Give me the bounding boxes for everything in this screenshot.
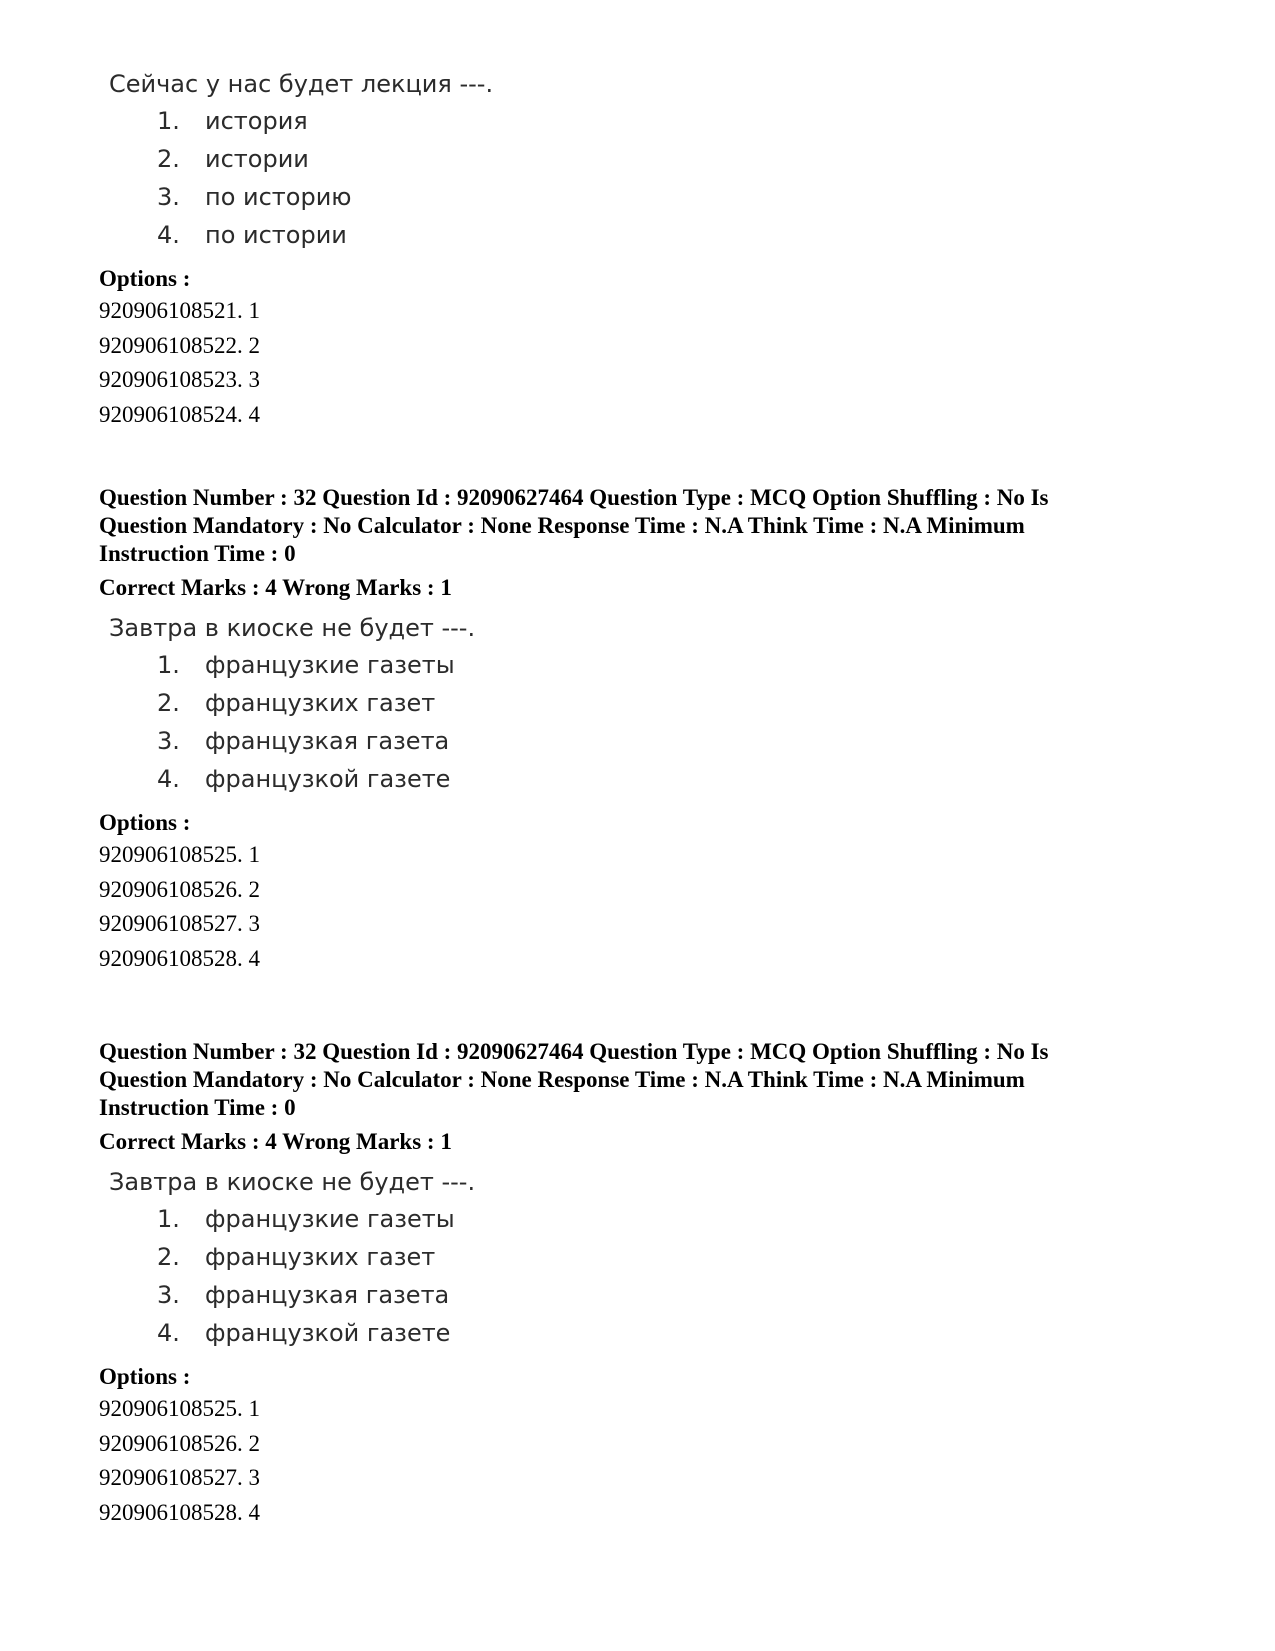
choice-number: 1. xyxy=(157,107,180,135)
choice-text: французкой газете xyxy=(205,1319,451,1347)
options-label: Options : xyxy=(99,810,191,835)
options-label: Options : xyxy=(99,266,191,291)
choice-text: по историю xyxy=(205,183,352,211)
choice-item xyxy=(99,1314,1179,1352)
choice-text: история xyxy=(205,107,308,135)
choice-text: истории xyxy=(205,145,309,173)
question-block-3 xyxy=(99,1038,1179,1530)
option-row: 920906108526. 2 xyxy=(99,876,260,902)
choice-text: французкие газеты xyxy=(205,1205,455,1233)
choice-number: 3. xyxy=(157,183,180,211)
option-row: 920906108524. 4 xyxy=(99,401,260,427)
choice-item xyxy=(99,760,1179,798)
option-row: 920906108525. 1 xyxy=(99,842,260,867)
option-row: 920906108527. 3 xyxy=(99,1465,260,1490)
choice-item xyxy=(99,140,1179,178)
option-row: 920906108527. 3 xyxy=(99,911,260,936)
question-block-2 xyxy=(99,484,1179,976)
choice-item xyxy=(99,216,1179,254)
choice-number: 1. xyxy=(157,1205,180,1233)
choice-item xyxy=(99,1238,1179,1276)
choice-number: 3. xyxy=(157,1281,180,1309)
question-stem: Завтра в киоске не будет ---. xyxy=(109,1168,476,1196)
choice-text: французких газет xyxy=(205,689,436,717)
choice-item xyxy=(99,1276,1179,1314)
choice-item xyxy=(99,722,1179,760)
choice-text: французкие газеты xyxy=(205,651,455,679)
choice-number: 1. xyxy=(157,651,180,679)
question-meta-line: Question Number : 32 Question Id : 92090627464 Question Type : MCQ Option Shuffling : No Is xyxy=(99,485,1049,510)
option-row: 920906108523. 3 xyxy=(99,367,260,392)
options-label: Options : xyxy=(99,1364,191,1389)
question-marks: Correct Marks : 4 Wrong Marks : 1 xyxy=(99,1129,452,1154)
choice-number: 2. xyxy=(157,1243,180,1271)
choice-text: по истории xyxy=(205,221,347,249)
option-row: 920906108528. 4 xyxy=(99,1499,260,1525)
choice-number: 2. xyxy=(157,145,180,173)
choice-number: 4. xyxy=(157,765,180,793)
choice-item xyxy=(99,102,1179,140)
choice-item xyxy=(99,684,1179,722)
option-row: 920906108528. 4 xyxy=(99,945,260,971)
question-stem: Сейчас у нас будет лекция ---. xyxy=(109,70,494,98)
choice-number: 3. xyxy=(157,727,180,755)
choice-text: французкой газете xyxy=(205,765,451,793)
choice-number: 4. xyxy=(157,1319,180,1347)
question-meta-line: Question Mandatory : No Calculator : None Response Time : N.A Think Time : N.A Minimum xyxy=(99,1067,1025,1092)
choice-item xyxy=(99,646,1179,684)
choice-text: французкая газета xyxy=(205,727,450,755)
choice-list xyxy=(99,102,1179,254)
choice-text: французкая газета xyxy=(205,1281,450,1309)
question-meta-line: Question Mandatory : No Calculator : None Response Time : N.A Think Time : N.A Minimum xyxy=(99,513,1025,538)
choice-item xyxy=(99,1200,1179,1238)
question-meta-line: Instruction Time : 0 xyxy=(99,1095,296,1120)
option-row: 920906108521. 1 xyxy=(99,298,260,323)
choice-text: французких газет xyxy=(205,1243,436,1271)
choice-item xyxy=(99,178,1179,216)
option-row: 920906108522. 2 xyxy=(99,332,260,358)
option-row: 920906108525. 1 xyxy=(99,1396,260,1421)
question-meta-line: Instruction Time : 0 xyxy=(99,541,296,566)
choice-list xyxy=(99,1200,1179,1352)
question-meta-line: Question Number : 32 Question Id : 92090627464 Question Type : MCQ Option Shuffling : No Is xyxy=(99,1039,1049,1064)
choice-number: 4. xyxy=(157,221,180,249)
choice-number: 2. xyxy=(157,689,180,717)
option-row: 920906108526. 2 xyxy=(99,1430,260,1456)
choice-list xyxy=(99,646,1179,798)
question-marks: Correct Marks : 4 Wrong Marks : 1 xyxy=(99,575,452,600)
question-block-1 xyxy=(99,66,1179,432)
question-stem: Завтра в киоске не будет ---. xyxy=(109,614,476,642)
